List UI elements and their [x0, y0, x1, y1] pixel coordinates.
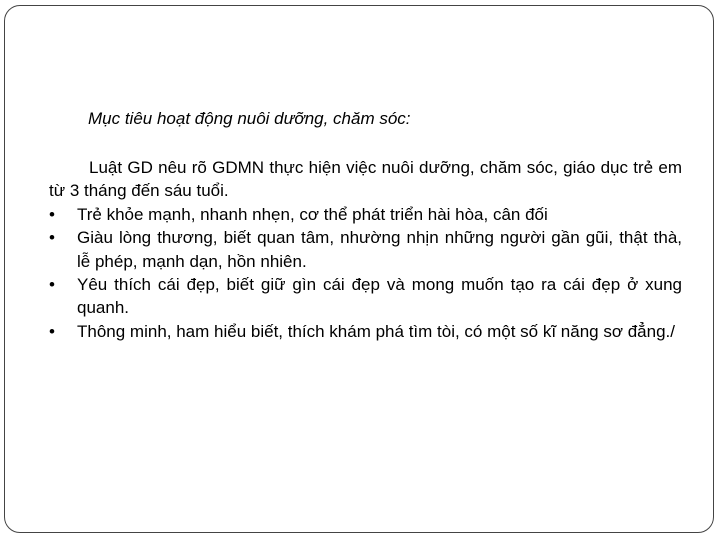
list-item-text: Trẻ khỏe mạnh, nhanh nhẹn, cơ thể phát triển hài hòa, cân đối — [77, 204, 548, 224]
slide-frame — [4, 5, 714, 533]
list-item — [49, 320, 682, 343]
bullet-icon: • — [49, 275, 55, 295]
list-item-text: Yêu thích cái đẹp, biết giữ gìn cái đẹp và mong muốn tạo ra cái đẹp ở xung quanh. — [77, 275, 682, 318]
goals-list — [49, 203, 682, 343]
bullet-icon: • — [49, 228, 55, 248]
section-heading: Mục tiêu hoạt động nuôi dưỡng, chăm sóc: — [88, 109, 411, 128]
list-item-text: Thông minh, ham hiểu biết, thích khám phá tìm tòi, có một số kĩ năng sơ đẳng./ — [77, 321, 675, 341]
bullet-icon: • — [49, 204, 55, 224]
list-item — [49, 203, 682, 226]
bullet-icon: • — [49, 321, 55, 341]
intro-paragraph: Luật GD nêu rõ GDMN thực hiện việc nuôi dưỡng, chăm sóc, giáo dục trẻ em từ 3 tháng đến sáu tuổi. — [49, 158, 682, 201]
list-item — [49, 273, 682, 320]
list-item-text: Giàu lòng thương, biết quan tâm, nhường nhịn những người gần gũi, thật thà, lễ phép, mạnh dạn, hồn nhiên. — [77, 228, 682, 271]
slide-body — [49, 156, 682, 343]
list-item — [49, 226, 682, 273]
